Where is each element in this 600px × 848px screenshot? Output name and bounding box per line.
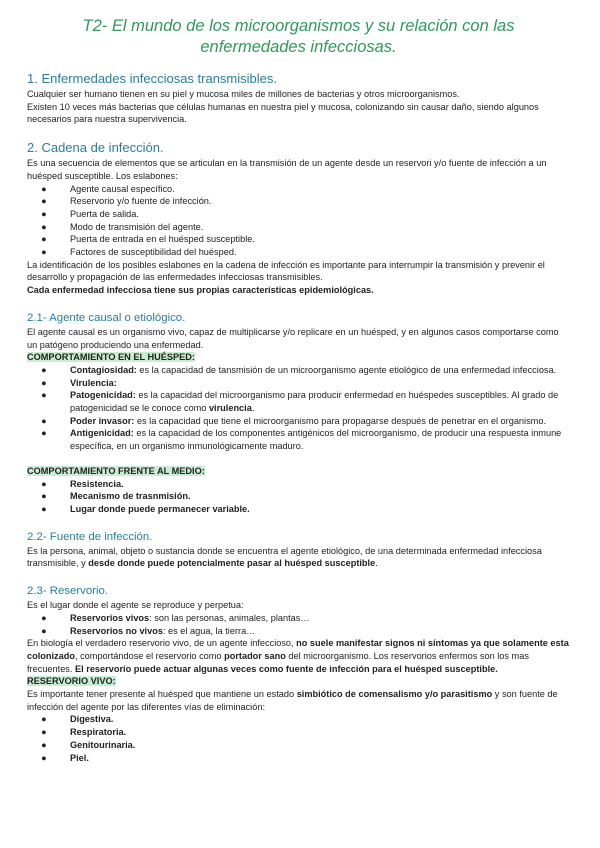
section-2-3-intro: Es el lugar donde el agente se reproduce y perpetua: [27,600,244,611]
bullet-icon: ● [41,625,47,636]
section-2-2-heading: 2.2- Fuente de infección. [27,530,153,543]
list-item: ● Patogenicidad: es la capacidad del microorganismo para producir enfermedad en huéspedes susceptibles. Al grado de patogenicidad se le conoce como virulencia. [41,390,559,414]
section-1-heading: 1. Enfermedades infecciosas transmisibles. [27,71,278,86]
bullet-icon: ● [41,727,47,738]
list-item: ● Digestiva. [41,714,114,725]
section-2-3-paragraph-2: En biología el verdadero reservorio vivo, de un agente infeccioso, no suele manifestar signos ni síntomas ya que solamente esta colonizado, comportándose el reservorio como portador sano del microorganismo. Los reservorios enfermos son los mas frecuentes. El reservorio puede actuar algunas veces como fuente de infección para el huésped susceptible. [27,638,569,674]
list-item: ● Mecanismo de trasnmisión. [41,491,191,502]
host-behavior-label: COMPORTAMIENTO EN EL HUÉSPED: [27,352,195,363]
bullet-icon: ● [41,478,47,489]
section-1-paragraph-1: Cualquier ser humano tienen en su piel y mucosa miles de millones de bacterias y otros microorganismos. [27,89,460,99]
section-2-paragraph-2: La identificación de los posibles eslabones en la cadena de infección es importante para interrumpir la transmisión y prevenir el desarrollo y propagación de las enfermedades infecciosas transmisibles. [27,259,545,283]
list-item: ● Respiratoria. [41,727,127,738]
elimination-routes-list [27,713,570,764]
list-item: ● Piel. [41,752,89,763]
bullet-icon: ● [41,247,47,258]
list-item: ● Modo de transmisión del agente. [41,221,204,232]
list-item: ● Antigenicidad: es la capacidad de los componentes antigénicos del microorganismo, de producir una respuesta inmune específica, en un organismo inmunológicamente maduro. [41,428,562,452]
chain-links-list [27,183,570,259]
bullet-icon: ● [41,183,47,194]
bullet-icon: ● [41,428,47,439]
bullet-icon: ● [41,364,47,375]
document-title: T2- El mundo de los microorganismos y su relación con las enfermedades infecciosas. [82,17,515,56]
living-reservoir-label: RESERVORIO VIVO: [27,676,116,687]
bullet-icon: ● [41,714,47,725]
bullet-icon: ● [41,221,47,232]
host-behavior-list [27,364,570,453]
bullet-icon: ● [41,491,47,502]
list-item: ● Factores de susceptibilidad del huésped. [41,247,237,258]
list-item: ● Lugar donde puede permanecer variable. [41,503,250,514]
section-2-paragraph-3: Cada enfermedad infecciosa tiene sus propias características epidemiológicas. [27,285,374,296]
environment-behavior-list [27,478,570,516]
section-2-3-heading: 2.3- Reservorio. [27,585,109,598]
list-item: ● Poder invasor: es la capacidad que tiene el microorganismo para propagarse después de penetrar en el organismo. [41,415,546,426]
bullet-icon: ● [41,752,47,763]
section-1-paragraph-2: Existen 10 veces más bacterias que células humanas en nuestra piel y mucosa, colonizando sin causar daño, siendo algunos necesarios para nuestra supervivencia. [27,101,539,125]
list-item: ● Reservorios no vivos: es el agua, la tierra… [41,625,256,636]
list-item: ● Agente causal específico. [41,183,175,194]
list-item: ● Genitourinaria. [41,739,136,750]
bullet-icon: ● [41,739,47,750]
section-2-3-paragraph-3: Es importante tener presente al huésped que mantiene un estado simbiótico de comensalismo y/o parasitismo y son fuente de infección del agente por las diferentes vías de eliminación: [27,689,558,712]
list-item: ● Reservorios vivos: son las personas, animales, plantas… [41,612,310,623]
list-item: ● Puerta de salida. [41,208,139,219]
section-2-intro: Es una secuencia de elementos que se articulan en la transmisión de un agente desde un reservori y/o fuente de infección a un huésped susceptible. Los eslabones: [27,158,547,181]
section-2-2-paragraph: Es la persona, animal, objeto o sustancia donde se encuentra el agente etiológico, de una determinada enfermedad infecciosa transmisible, y desde donde puede potencialmente pasar al huésped susceptible. [27,545,542,569]
list-item: ● Virulencia: [41,377,117,388]
reservoir-types-list [27,612,570,637]
list-item: ● Contagiosidad: es la capacidad de tansmisión de un microorganismo agente etiológico de una enfermedad infecciosa. [41,364,557,375]
bullet-icon: ● [41,234,47,245]
bullet-icon: ● [41,377,47,388]
bullet-icon: ● [41,208,47,219]
environment-behavior-label: COMPORTAMIENTO FRENTE AL MEDIO: [27,465,205,476]
list-item: ● Reservorio y/o fuente de infección. [41,196,212,207]
section-2-heading: 2. Cadena de infección. [27,140,164,156]
list-item: ● Puerta de entrada en el huésped susceptible. [41,234,255,245]
bullet-icon: ● [41,503,47,514]
bullet-icon: ● [41,196,47,207]
bullet-icon: ● [41,390,47,401]
bullet-icon: ● [41,612,47,623]
list-item: ● Resistencia. [41,478,124,489]
section-2-1-intro: El agente causal es un organismo vivo, capaz de multiplicarse y/o replicare en un huésped, y en algunos casos comportarse como un patógeno produciendo una enfermedad. [27,326,559,350]
bullet-icon: ● [41,415,47,426]
section-2-1-heading: 2.1- Agente causal o etiológico. [27,311,186,324]
